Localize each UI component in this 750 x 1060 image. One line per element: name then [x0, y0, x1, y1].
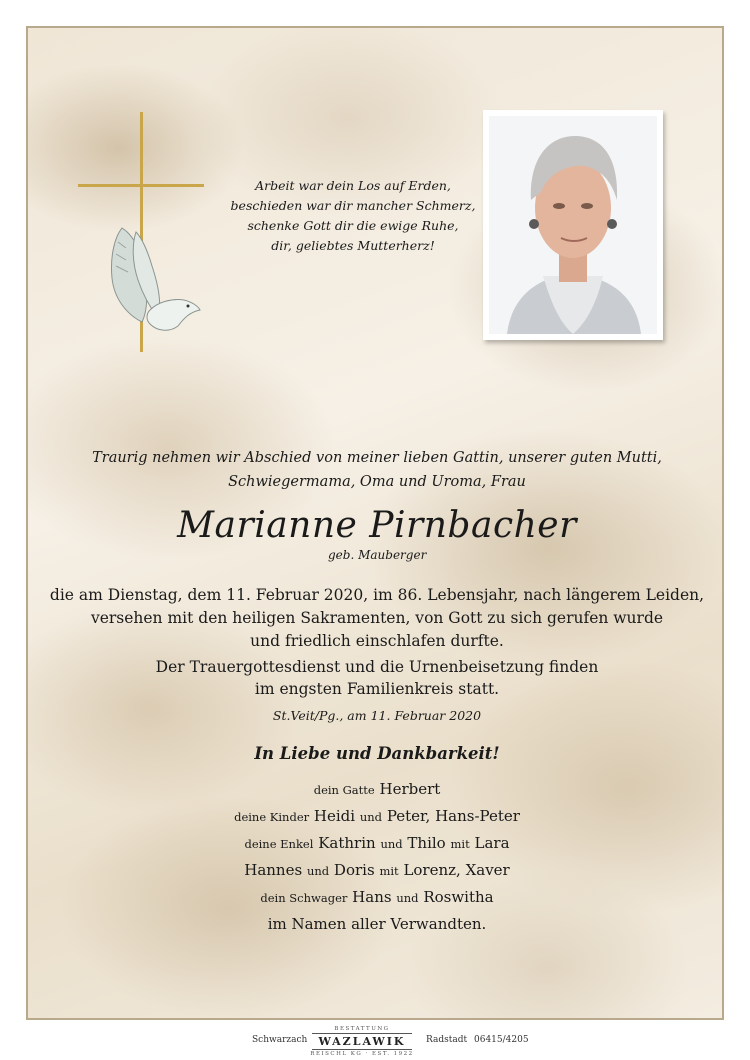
service-line: Der Trauergottesdienst und die Urnenbeisetzung finden — [155, 658, 599, 676]
poem-line: dir, geliebtes Mutterherz! — [271, 238, 435, 253]
footer-location-left: Schwarzach — [252, 1035, 308, 1045]
family-name: Herbert — [379, 780, 441, 798]
service-text — [48, 656, 706, 700]
logo-tagline: BESTATTUNG — [334, 1026, 390, 1032]
footer — [0, 1024, 750, 1060]
family-name: Peter, Hans-Peter — [386, 807, 520, 825]
family-name: Doris — [333, 861, 375, 879]
notice-line: und friedlich einschlafen durfte. — [250, 632, 504, 650]
family-name: Heidi — [313, 807, 356, 825]
poem-line: beschieden war dir mancher Schmerz, — [230, 198, 476, 213]
intro-text — [58, 446, 696, 494]
portrait-photo — [483, 110, 663, 340]
notice-line: die am Dienstag, dem 11. Februar 2020, im 86. Lebensjahr, nach längerem Leiden, — [49, 586, 705, 604]
relation-label: deine Kinder — [234, 810, 310, 824]
relation-label: dein Gatte — [313, 783, 375, 797]
footer-location-right: Radstadt — [426, 1035, 468, 1045]
logo-name: WAZLAWIK — [318, 1035, 406, 1048]
maiden-name: geb. Mauberger — [328, 548, 427, 562]
footer-phone: 06415/4205 — [474, 1035, 529, 1045]
family-row-grandchildren-2 — [48, 857, 706, 884]
portrait-image — [489, 116, 657, 334]
deceased-name: Marianne Pirnbacher — [177, 505, 577, 546]
family-closing: im Namen aller Verwandten. — [267, 915, 487, 933]
conjunction: mit — [450, 837, 470, 851]
conjunction: mit — [379, 864, 399, 878]
family-row-inlaws — [48, 884, 706, 911]
poem-line: Arbeit war dein Los auf Erden, — [255, 178, 451, 193]
family-row-grandchildren — [48, 830, 706, 857]
thanks-heading: In Liebe und Dankbarkeit! — [254, 744, 500, 763]
family-name: Lara — [474, 834, 510, 852]
family-list — [48, 776, 706, 937]
notice-line: versehen mit den heiligen Sakramenten, von Gott zu sich gerufen wurde — [90, 609, 664, 627]
funeral-home-logo — [306, 1026, 418, 1057]
family-row-children — [48, 803, 706, 830]
conjunction: und — [306, 864, 330, 878]
cross-bar — [78, 184, 204, 187]
family-name: Hans — [352, 888, 392, 906]
obituary-card — [26, 26, 724, 1020]
family-name: Lorenz, Xaver — [403, 861, 510, 879]
intro-line: Traurig nehmen wir Abschied von meiner lieben Gattin, unserer guten Mutti, — [92, 450, 662, 466]
family-row-spouse — [48, 776, 706, 803]
relation-label: deine Enkel — [244, 837, 314, 851]
logo-rule — [312, 1049, 412, 1050]
intro-line: Schwiegermama, Oma und Uroma, Frau — [228, 474, 526, 490]
death-notice-text — [48, 584, 706, 653]
family-name: Thilo — [407, 834, 446, 852]
conjunction: und — [380, 837, 403, 851]
poem — [218, 176, 488, 256]
logo-subline: REISCHL KG · EST. 1922 — [310, 1051, 414, 1057]
family-name: Roswitha — [423, 888, 494, 906]
poem-line: schenke Gott dir die ewige Ruhe, — [247, 218, 459, 233]
logo-rule — [312, 1033, 412, 1034]
family-name: Kathrin — [318, 834, 376, 852]
family-name: Hannes — [244, 861, 303, 879]
praying-hands-icon — [92, 218, 202, 338]
relation-label: dein Schwager — [260, 891, 348, 905]
service-line: im engsten Familienkreis statt. — [254, 680, 500, 698]
conjunction: und — [396, 891, 419, 905]
place-date: St.Veit/Pg., am 11. Februar 2020 — [272, 708, 482, 723]
conjunction: und — [359, 810, 383, 824]
